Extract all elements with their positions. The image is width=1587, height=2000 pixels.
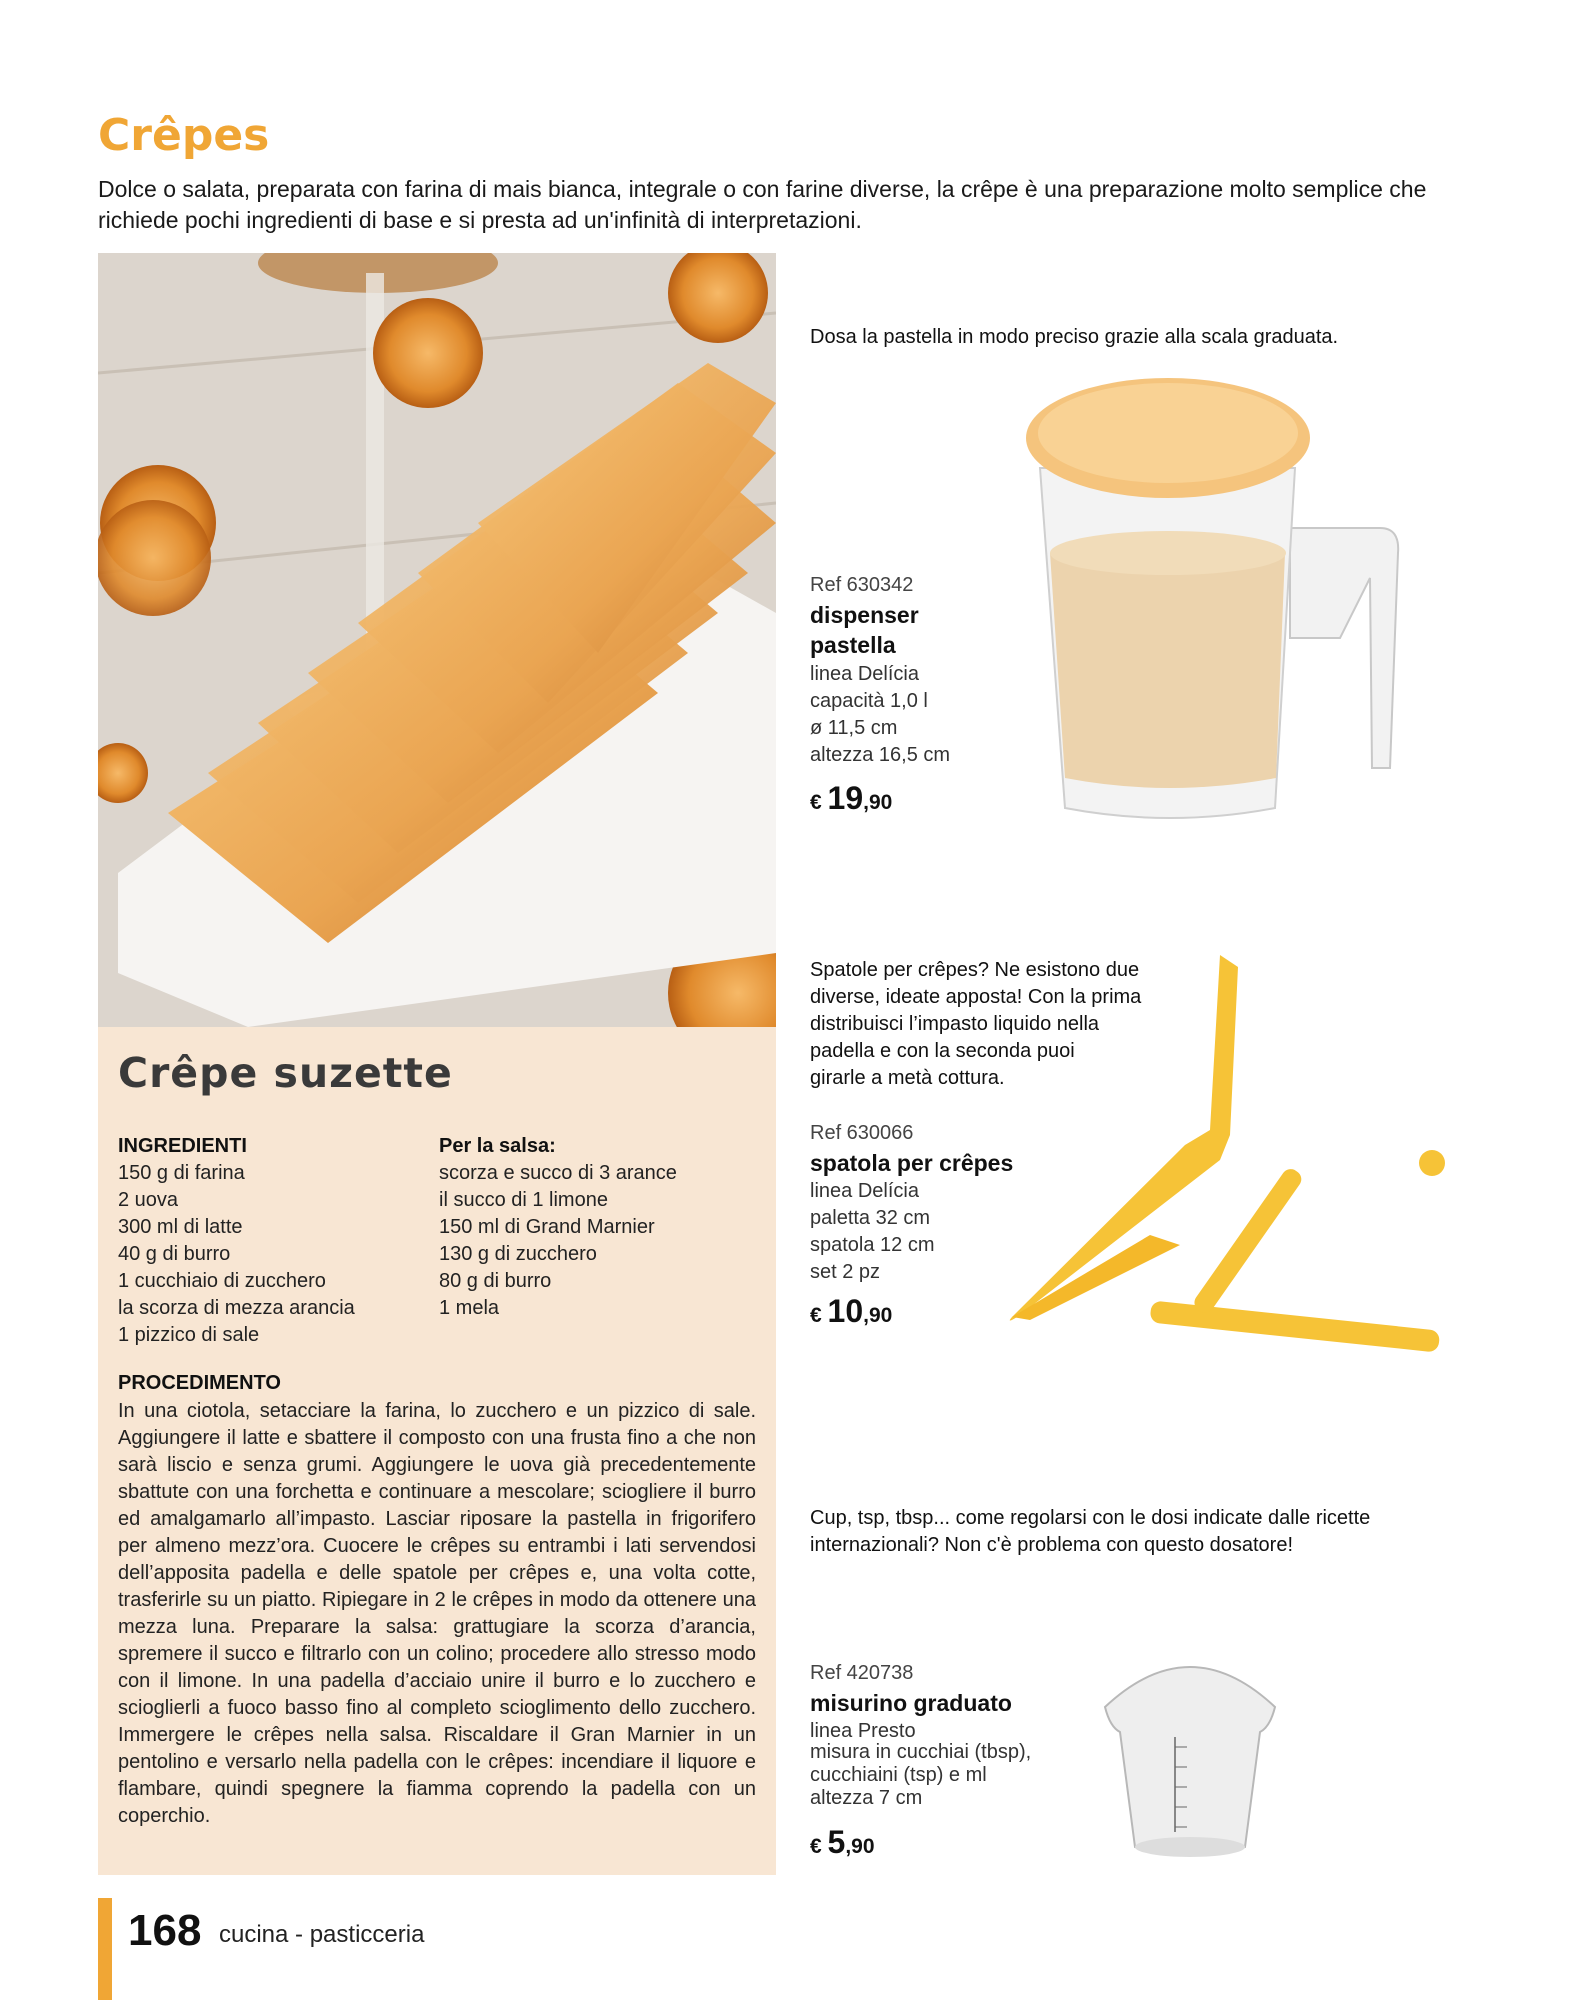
list-item: 40 g di burro [118,1243,231,1265]
sauce-heading: Per la salsa: [439,1135,556,1157]
product-spec: linea Presto [810,1720,916,1742]
price-cents: ,90 [863,791,893,814]
page-number: 168 [128,1906,202,1955]
list-item: 150 ml di Grand Marnier [439,1216,655,1238]
sauce-list [439,1133,759,1322]
list-item: 130 g di zucchero [439,1243,597,1265]
product-ref: Ref 420738 [810,1662,914,1684]
footer-accent-bar [98,1898,112,2000]
list-item: 300 ml di latte [118,1216,243,1238]
description-line: girarle a metà cottura. [810,1067,1005,1089]
description-line: internazionali? Non c'è problema con questo dosatore! [810,1534,1294,1556]
product-spec: altezza 16,5 cm [810,744,951,766]
product-description [810,1505,1530,1559]
list-item: 1 mela [439,1297,500,1319]
list-item: 2 uova [118,1189,179,1211]
list-item: scorza e succo di 3 arance [439,1162,677,1184]
ingredients-list [118,1133,418,1349]
page-title: Crêpes [98,110,270,161]
product-spec: spatola 12 cm [810,1234,935,1256]
currency-symbol: € [810,1304,822,1327]
product-spec: cucchiaini (tsp) e ml [810,1764,987,1786]
list-item: 80 g di burro [439,1270,552,1292]
crepes-photo [98,253,776,1027]
list-item: 1 pizzico di sale [118,1324,260,1346]
description-line: distribuisci l’impasto liquido nella [810,1013,1100,1035]
product-price [810,780,892,817]
crepes-illustration-icon [98,253,776,1027]
recipe-card [98,1027,776,1875]
recipe-title: Crêpe suzette [118,1049,453,1097]
product-name: dispenser [810,602,919,628]
list-item: il succo di 1 limone [439,1189,608,1211]
ingredients-heading: INGREDIENTI [118,1135,247,1157]
product-name: misurino graduato [810,1690,1012,1716]
procedure-heading: PROCEDIMENTO [118,1372,281,1394]
product-price [810,1824,875,1861]
product-name: pastella [810,632,896,658]
product-spec: ø 11,5 cm [810,717,898,739]
product-spec: linea Delícia [810,663,919,685]
crepe-spatula-icon [1000,945,1470,1355]
product-spec: altezza 7 cm [810,1787,923,1809]
product-spec: capacità 1,0 l [810,690,928,712]
price-integer: 10 [827,1293,864,1329]
product-price [810,1293,892,1330]
price-integer: 19 [827,780,864,816]
product-ref: Ref 630342 [810,574,914,596]
currency-symbol: € [810,1835,822,1858]
product-spec: misura in cucchiai (tbsp), [810,1741,1032,1763]
list-item: 1 cucchiaio di zucchero [118,1270,326,1292]
product-spec: linea Delícia [810,1180,919,1202]
price-integer: 5 [827,1824,846,1860]
description-line: Cup, tsp, tbsp... come regolarsi con le dosi indicate dalle ricette [810,1507,1371,1529]
procedure-text: In una ciotola, setacciare la farina, lo zucchero e un pizzico di sale. Aggiungere il latte e sbattere il composto con una frusta fino a che non sarà liscio e senza grumi. Aggiungere le uova già precedentemente sbattute con una forchetta e continuare a mescolare; sciogliere il burro ed amalgamarlo all’impasto. Lasciar riposare la pastella in frigorifero per almeno mezz’ora. Cuocere le crêpes su entrambi i lati servendosi dell’apposita padella e delle spatole per crêpes e, una volta cotte, trasferirle su un piatto. Ripiegare in 2 le crêpes in modo da ottenere una mezza luna. Preparare la salsa: grattugiare la scorza d’arancia, spremere il succo e filtrarlo con un colino; procedere allo stresso modo con il limone. In una padella d’acciaio unire il burro e lo zucchero e scioglierli a fuoco basso fino al completo scioglimento dello zucchero. Immergere le crêpes nella salsa. Riscaldare il Gran Marnier in un pentolino e versarlo nella padella con le crêpes: incendiare il liquore e flambare, quindi spegnere la fiamma coprendo la padella con un coperchio. [118,1400,756,1827]
product-description: Dosa la pastella in modo preciso grazie alla scala graduata. [810,326,1339,348]
list-item: la scorza di mezza arancia [118,1297,355,1319]
price-cents: ,90 [863,1304,893,1327]
currency-symbol: € [810,791,822,814]
description-line: padella e con la seconda puoi [810,1040,1075,1062]
list-item: 150 g di farina [118,1162,245,1184]
description-line: Spatole per crêpes? Ne esistono due [810,959,1140,981]
measuring-cup-icon [1095,1647,1285,1862]
section-label: cucina - pasticceria [219,1921,425,1948]
batter-dispenser-icon [1020,378,1450,838]
product-spec: set 2 pz [810,1261,881,1283]
price-cents: ,90 [845,1835,875,1858]
intro-paragraph: Dolce o salata, preparata con farina di mais bianca, integrale o con farine diverse, la crêpe è una preparazione molto semplice che richiede pochi ingredienti di base e si presta ad un'infinità di interpretazioni. [98,176,1427,233]
product-name: spatola per crêpes [810,1150,1014,1176]
product-ref: Ref 630066 [810,1122,914,1144]
description-line: diverse, ideate apposta! Con la prima [810,986,1142,1008]
product-spec: paletta 32 cm [810,1207,931,1229]
